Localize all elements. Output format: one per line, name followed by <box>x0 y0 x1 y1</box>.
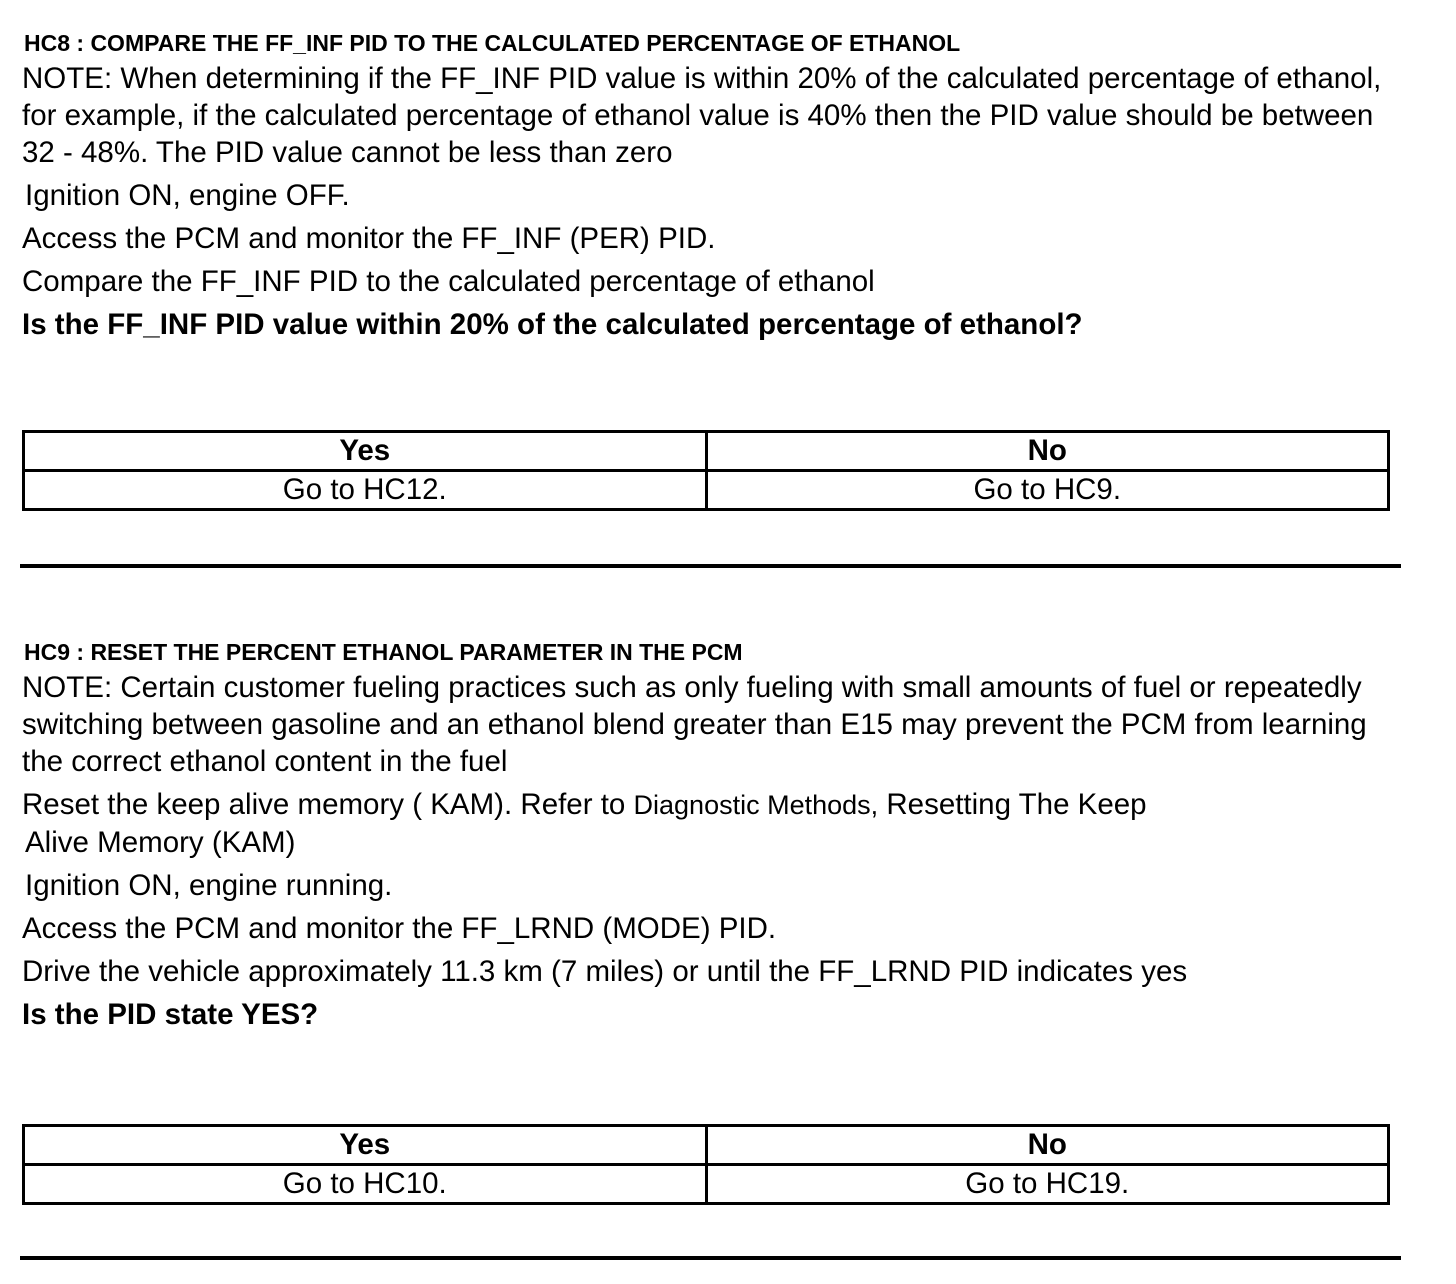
hc9-title: HC9 : RESET THE PERCENT ETHANOL PARAMETER IN THE PCM <box>24 639 743 665</box>
hc9-yes-action: Go to HC10. <box>24 1165 707 1204</box>
hc9-decision-table <box>22 1124 1390 1205</box>
hc9-step-2: Access the PCM and monitor the FF_LRND (MODE) PID. <box>22 912 777 945</box>
hc9-question: Is the PID state YES? <box>22 998 319 1031</box>
hc8-step-3: Compare the FF_INF PID to the calculated percentage of ethanol <box>22 265 875 298</box>
hc8-title: HC8 : COMPARE THE FF_INF PID TO THE CALCULATED PERCENTAGE OF ETHANOL <box>24 30 961 56</box>
hc8-step-2: Access the PCM and monitor the FF_INF (PER) PID. <box>22 222 716 255</box>
hc9-section <box>22 637 1402 1200</box>
section-divider <box>20 564 1401 568</box>
hc8-step-1: Ignition ON, engine OFF. <box>25 179 350 212</box>
hc8-no-header: No <box>706 432 1389 471</box>
hc9-table-header-row <box>24 1126 1389 1165</box>
hc8-section <box>22 28 1402 506</box>
hc8-note: NOTE: When determining if the FF_INF PID value is within 20% of the calculated percentage of ethanol, for example, if the calculated percentage of ethanol value is 40% then the PID value should be between 32 - 48%. The PID value cannot be less than zero <box>22 62 1382 169</box>
hc8-question: Is the FF_INF PID value within 20% of the calculated percentage of ethanol? <box>22 308 1083 341</box>
diagnostic-methods-reference: Diagnostic Methods, <box>633 790 879 820</box>
hc9-yes-header: Yes <box>24 1126 707 1165</box>
hc9-reset-step-line2: Alive Memory (KAM) <box>25 826 296 859</box>
hc8-table-action-row <box>24 471 1389 510</box>
hc9-step-1: Ignition ON, engine running. <box>25 869 393 902</box>
hc9-reset-step-suffix: Resetting The Keep <box>878 788 1147 821</box>
hc8-table-header-row <box>24 432 1389 471</box>
section-divider <box>20 1256 1401 1260</box>
hc9-no-action: Go to HC19. <box>706 1165 1389 1204</box>
hc9-step-3: Drive the vehicle approximately 11.3 km (7 miles) or until the FF_LRND PID indicates yes <box>22 955 1188 988</box>
hc8-yes-header: Yes <box>24 432 707 471</box>
hc9-reset-step-prefix: Reset the keep alive memory ( KAM). Refer to <box>22 788 634 821</box>
hc8-no-action: Go to HC9. <box>706 471 1389 510</box>
hc9-no-header: No <box>706 1126 1389 1165</box>
hc9-reset-step <box>22 786 1402 861</box>
hc9-table-action-row <box>24 1165 1389 1204</box>
hc8-decision-table <box>22 430 1390 511</box>
hc8-yes-action: Go to HC12. <box>24 471 707 510</box>
hc9-note: NOTE: Certain customer fueling practices such as only fueling with small amounts of fuel or repeatedly switching between gasoline and an ethanol blend greater than E15 may prevent the PCM from learning the correct ethanol content in the fuel <box>22 671 1367 778</box>
